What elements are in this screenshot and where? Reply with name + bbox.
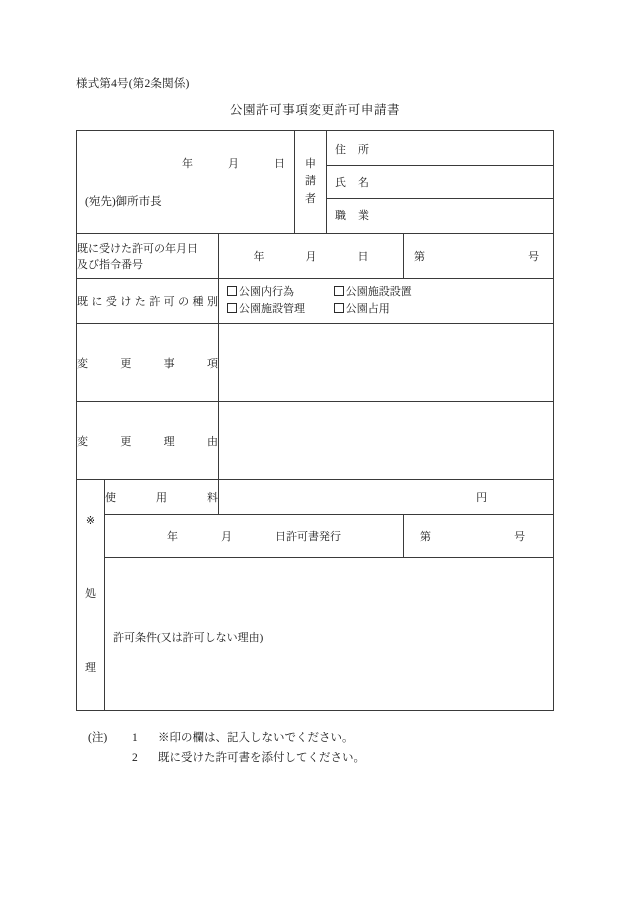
table-row-applicant bbox=[77, 131, 554, 234]
checkbox-icon[interactable] bbox=[227, 303, 237, 313]
applicant-fields-table bbox=[327, 133, 553, 231]
processing-label-char-1: 処 bbox=[85, 588, 96, 601]
note-item-2 bbox=[88, 748, 365, 768]
notes-section bbox=[88, 728, 365, 768]
checkbox-icon[interactable] bbox=[227, 286, 237, 296]
issue-date-cell[interactable] bbox=[105, 515, 404, 558]
processing-vertical-label bbox=[77, 480, 105, 711]
issue-number-suffix: 号 bbox=[514, 531, 526, 543]
applicant-fields-cell bbox=[327, 131, 554, 234]
issue-number-prefix: 第 bbox=[420, 531, 432, 543]
change-reason-label-cell bbox=[77, 402, 219, 480]
form-number: 様式第4号(第2条関係) bbox=[76, 78, 190, 90]
existing-permit-day: 日 bbox=[357, 251, 369, 263]
processing-label-char-2: 理 bbox=[85, 661, 96, 674]
applicant-field-name bbox=[327, 166, 553, 199]
notes-label: (注) bbox=[88, 732, 108, 744]
existing-permit-month: 月 bbox=[305, 251, 317, 263]
date-month-label: 月 bbox=[228, 158, 240, 170]
checkbox-label-2: 公園施設管理 bbox=[239, 302, 305, 315]
change-items-label-cell bbox=[77, 324, 219, 402]
table-row-permit-issue bbox=[77, 515, 554, 558]
existing-permit-year: 年 bbox=[253, 251, 265, 263]
occupation-label: 職 業 bbox=[335, 210, 370, 222]
fee-value-cell[interactable] bbox=[219, 480, 554, 515]
issue-date-line bbox=[105, 528, 403, 544]
note-number-2: 2 bbox=[132, 752, 138, 765]
change-reason-label: 変更理由 bbox=[77, 435, 218, 448]
address-label: 住 所 bbox=[335, 144, 370, 156]
number-suffix: 号 bbox=[528, 251, 540, 263]
occupation-field-cell[interactable] bbox=[327, 199, 553, 232]
checkbox-option-facility-manage[interactable] bbox=[227, 301, 323, 318]
conditions-cell[interactable] bbox=[105, 558, 554, 711]
table-row-permit-conditions bbox=[77, 558, 554, 711]
permit-type-checkbox-row-2 bbox=[227, 301, 545, 318]
issue-year: 年 bbox=[167, 531, 179, 543]
page-title: 公園許可事項変更許可申請書 bbox=[229, 103, 401, 117]
applicant-date-cell bbox=[77, 131, 295, 234]
checkbox-label-1: 公園施設設置 bbox=[345, 286, 412, 298]
existing-permit-number-cell[interactable] bbox=[404, 234, 554, 279]
existing-permit-date-cell[interactable] bbox=[219, 234, 404, 279]
checkbox-icon[interactable] bbox=[334, 286, 344, 296]
date-day-label: 日 bbox=[274, 158, 286, 170]
addressee-label: (宛先)御所市長 bbox=[85, 196, 162, 208]
date-year-label: 年 bbox=[182, 158, 194, 170]
processing-label-char-0: ※ bbox=[85, 515, 96, 528]
note-text-2: 既に受けた許可書を添付してください。 bbox=[158, 752, 365, 765]
note-number-1: 1 bbox=[132, 732, 138, 744]
change-reason-input-cell[interactable] bbox=[219, 402, 554, 480]
checkbox-label-0: 公園内行為 bbox=[239, 286, 294, 298]
applicant-vertical-label bbox=[295, 131, 327, 234]
existing-permit-label-line1: 既に受けた許可の年月日 bbox=[77, 243, 198, 255]
permit-type-options-cell bbox=[219, 279, 554, 324]
application-date-line bbox=[77, 155, 294, 171]
table-row-existing-permit bbox=[77, 234, 554, 279]
applicant-label-char-1: 請 bbox=[305, 175, 317, 188]
processing-label-stack bbox=[77, 485, 104, 705]
existing-permit-label-line2: 及び指令番号 bbox=[77, 259, 143, 271]
checkbox-option-park-activity[interactable] bbox=[227, 284, 323, 301]
permit-type-checkbox-row-1 bbox=[227, 284, 545, 301]
applicant-field-occupation bbox=[327, 199, 553, 232]
applicant-field-address bbox=[327, 133, 553, 166]
address-field-cell[interactable] bbox=[327, 133, 553, 166]
fee-label-cell bbox=[105, 480, 219, 515]
table-row-fee bbox=[77, 480, 554, 515]
table-row-permit-type bbox=[77, 279, 554, 324]
table-row-change-reason bbox=[77, 402, 554, 480]
checkbox-icon[interactable] bbox=[334, 303, 344, 313]
existing-permit-label-cell bbox=[77, 234, 219, 279]
conditions-label: 許可条件(又は許可しない理由) bbox=[113, 632, 264, 644]
table-row-change-items bbox=[77, 324, 554, 402]
change-items-label: 変更事項 bbox=[77, 357, 218, 370]
checkbox-label-3: 公園占用 bbox=[345, 302, 390, 315]
permit-type-checkbox-group bbox=[219, 279, 553, 323]
issue-number-cell[interactable] bbox=[404, 515, 554, 558]
applicant-label-char-0: 申 bbox=[305, 158, 317, 171]
permit-type-label: 既に受けた許可の種別 bbox=[77, 296, 218, 308]
name-label: 氏 名 bbox=[335, 177, 370, 189]
issue-month: 月 bbox=[221, 531, 233, 543]
application-form-table bbox=[76, 130, 554, 711]
fee-label: 使用料 bbox=[105, 492, 218, 504]
note-item-1 bbox=[88, 728, 365, 748]
checkbox-option-facility-install[interactable] bbox=[334, 284, 412, 301]
applicant-label-char-2: 者 bbox=[305, 192, 317, 205]
fee-unit: 円 bbox=[476, 492, 488, 504]
checkbox-option-park-occupancy[interactable] bbox=[334, 301, 390, 318]
name-field-cell[interactable] bbox=[327, 166, 553, 199]
existing-permit-date-line bbox=[219, 248, 403, 264]
change-items-input-cell[interactable] bbox=[219, 324, 554, 402]
permit-type-label-cell bbox=[77, 279, 219, 324]
note-text-1: ※印の欄は、記入しないでください。 bbox=[158, 732, 354, 744]
issue-day-text: 日許可書発行 bbox=[275, 531, 342, 543]
number-prefix: 第 bbox=[414, 251, 426, 263]
